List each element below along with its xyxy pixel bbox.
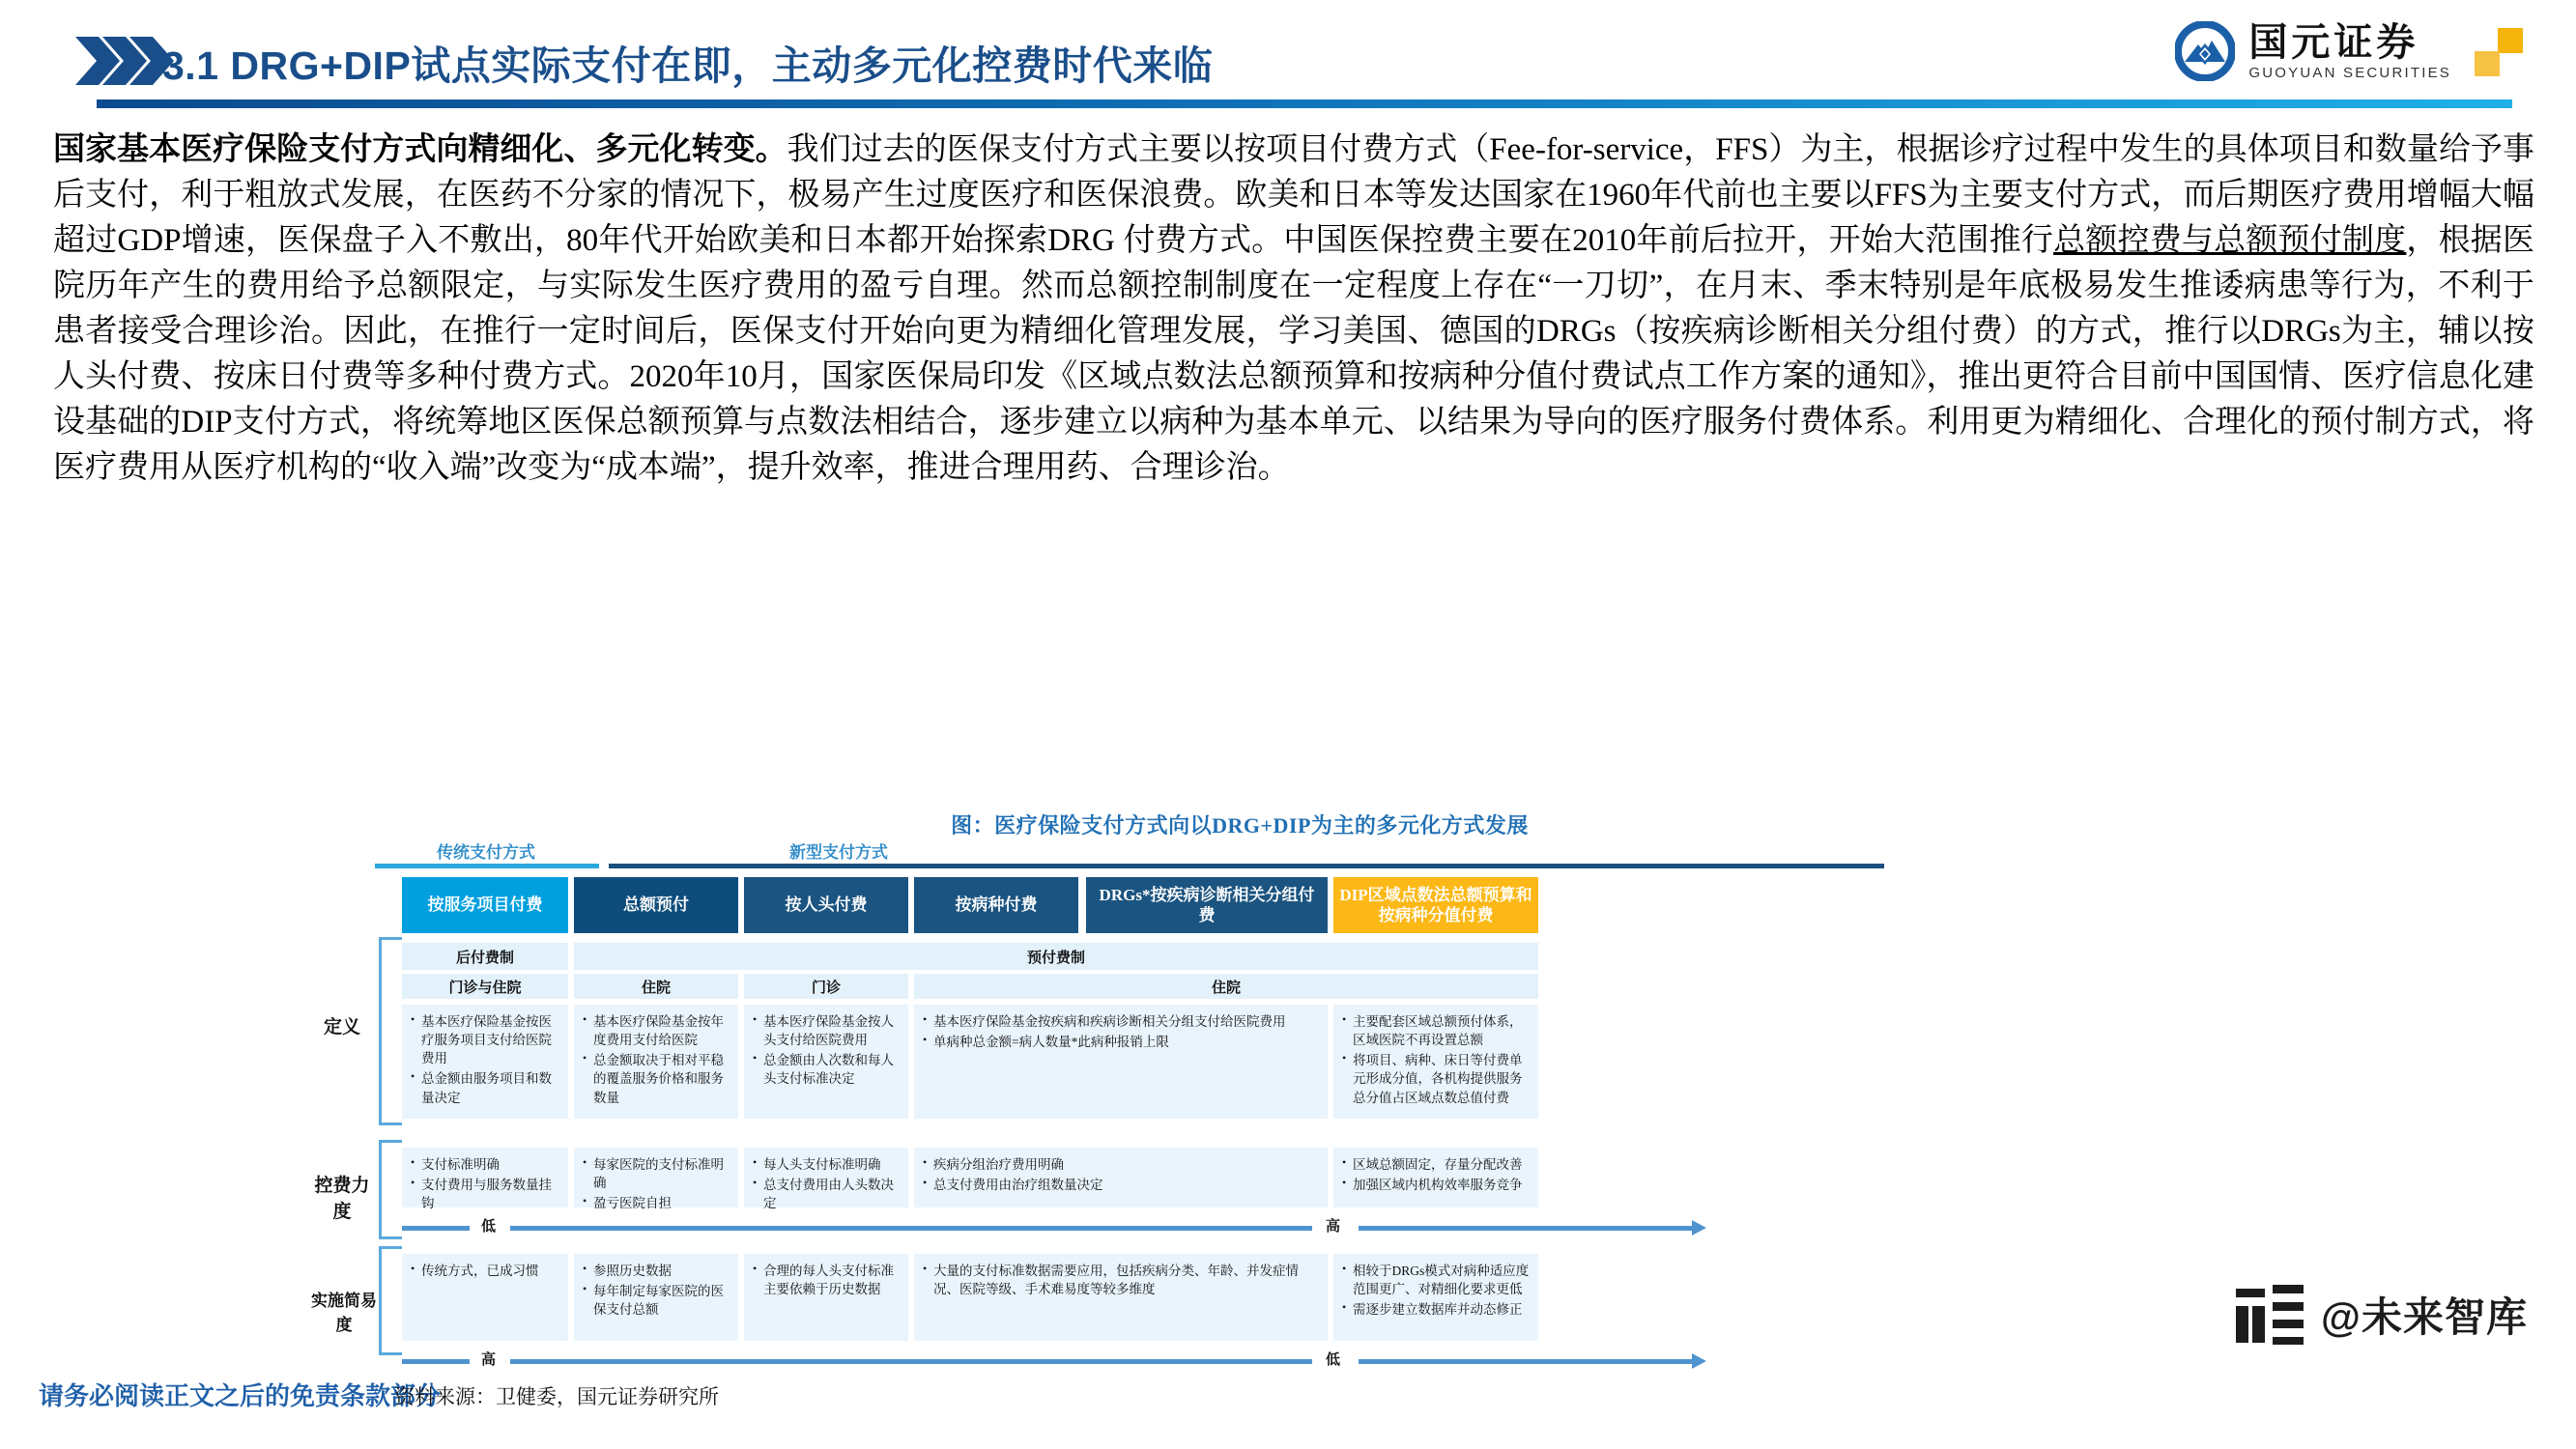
arrow-segment-right [1359,1359,1692,1364]
bullet-item: • 基本医疗保险基金按医疗服务项目支付给医院费用 [411,1012,559,1067]
logo-accent-squares-icon [2471,24,2523,78]
disclaimer-note: 请务必阅读正文之后的免责条款部分 [39,1382,442,1410]
ease-cell-6 [1333,1254,1538,1341]
watermark-text: @未来智库 [2321,1294,2528,1340]
control-cell-3 [744,1148,908,1211]
figure-caption: 图：医疗保险支付方式向以DRG+DIP为主的多元化方式发展 [951,813,1529,838]
bullet-item: • 主要配套区域总额预付体系，区域医院不再设置总额 [1342,1012,1530,1049]
column-header-2: 总额预付 [574,877,738,933]
arrow-label-right: 低 [1326,1352,1341,1368]
title-divider [97,99,2512,108]
ease-cell-2 [574,1254,738,1341]
arrow-head-icon [1692,1220,1706,1236]
logo-text-cn: 国元证券 [2248,20,2419,64]
ease-cell-5 [914,1254,1328,1341]
definition-cell-3 [744,1005,908,1119]
guoyuan-circle-logo-icon [2175,21,2235,81]
arrow-segment-left [402,1226,470,1231]
bullet-item: • 需逐步建立数据库并动态修正 [1342,1300,1530,1319]
bullet-item: • 每家医院的支付标准明确 [583,1155,730,1192]
bullet-item: • 每年制定每家医院的医保支付总额 [583,1282,730,1319]
pay-timing-postpaid: 后付费制 [402,943,568,970]
watermark [2234,1283,2528,1347]
group-label-new: 新型支付方式 [789,843,888,862]
bullet-item: • 加强区域内机构效率服务竞争 [1342,1176,1530,1194]
bullet-item: • 疾病分组治疗费用明确 [923,1155,1319,1174]
column-header-5: DRGs*按疾病诊断相关分组付费 [1086,877,1328,933]
definition-cell-4 [914,1005,1328,1119]
group-label-traditional: 传统支付方式 [437,843,535,862]
setting-label-4: 住院 [914,974,1538,999]
bullet-item: • 基本医疗保险基金按年度费用支付给医院 [583,1012,730,1049]
definition-cell-6 [1333,1005,1538,1119]
arrow-segment-left [402,1359,470,1364]
group-bar-traditional [375,864,599,868]
arrow-label-right: 高 [1326,1219,1341,1235]
bullet-item: • 将项目、病种、床日等付费单元形成分值，各机构提供服务总分值占区域点数总值付费 [1342,1051,1530,1106]
pay-timing-prepaid: 预付费制 [574,943,1538,970]
toutiao-logo-icon [2234,1283,2305,1347]
row-label-1: 定义 [323,1017,360,1037]
arrow-head-icon [1692,1353,1706,1369]
bullet-item: • 总支付费用由治疗组数量决定 [923,1176,1319,1194]
brand-logo [2175,21,2523,81]
definition-cell-1 [402,1005,568,1119]
bullet-item: • 支付标准明确 [411,1155,559,1174]
setting-label-2: 住院 [574,974,738,999]
bullet-item: • 合理的每人头支付标准主要依赖于历史数据 [753,1262,900,1298]
arrow-segment-middle [510,1226,1312,1231]
row-bracket-1 [379,937,382,1122]
row-bracket-2 [379,1140,382,1236]
row-bracket-top-1 [379,937,402,940]
bullet-item: • 支付费用与服务数量挂钩 [411,1176,559,1212]
ease-of-implementation-arrow [402,1349,1538,1374]
arrow-label-left: 高 [481,1352,497,1368]
column-header-1: 按服务项目付费 [402,877,568,933]
bullet-item: • 基本医疗保险基金按人头支付给医院费用 [753,1012,900,1049]
bullet-item: • 每人头支付标准明确 [753,1155,900,1174]
row-label-2: 控费力度 [314,1176,370,1222]
bullet-item: • 总金额由人次数和每人头支付标准决定 [753,1051,900,1088]
bullet-item: • 总支付费用由人头数决定 [753,1176,900,1212]
ease-cell-3 [744,1254,908,1341]
bullet-item: • 单病种总金额=病人数量*此病种报销上限 [923,1033,1319,1051]
group-bar-new [609,864,1884,868]
row-bracket-top-2 [379,1140,402,1143]
control-cell-1 [402,1148,568,1211]
bullet-item: • 区域总额固定，存量分配改善 [1342,1155,1530,1174]
row-bracket-bottom-3 [379,1352,402,1355]
row-bracket-top-3 [379,1246,402,1249]
row-bracket-3 [379,1246,382,1352]
column-header-6: DIP区域点数法总额预算和按病种分值付费 [1333,877,1538,933]
control-cell-4 [914,1148,1328,1208]
control-intensity-arrow [402,1215,1538,1240]
figure-payment-methods [307,810,2172,1399]
setting-label-3: 门诊 [744,974,908,999]
arrow-segment-middle [510,1359,1312,1364]
bullet-item: • 大量的支付标准数据需要应用，包括疾病分类、年龄、并发症情况、医院等级、手术难易度等较多维度 [923,1262,1319,1298]
page-title: 3.1 DRG+DIP试点实际支付在即，主动多元化控费时代来临 [162,43,1214,88]
bullet-item: • 相较于DRGs模式对病种适应度范围更广、对精细化要求更低 [1342,1262,1530,1298]
column-header-3: 按人头付费 [744,877,908,933]
control-cell-2 [574,1148,738,1211]
logo-text-en: GUOYUAN SECURITIES [2248,64,2451,81]
source-note: 资料来源：卫健委，国元证券研究所 [394,1385,719,1408]
bullet-item: • 基本医疗保险基金按疾病和疾病诊断相关分组支付给医院费用 [923,1012,1319,1031]
arrow-segment-right [1359,1226,1692,1231]
row-bracket-bottom-2 [379,1236,402,1239]
figure-grid [307,869,2172,1399]
setting-label-1: 门诊与住院 [402,974,568,999]
bullet-item: • 盈亏医院自担 [583,1194,730,1212]
definition-cell-2 [574,1005,738,1119]
bullet-item: • 传统方式，已成习惯 [411,1262,559,1280]
row-label-3: 实施简易度 [311,1292,377,1334]
row-bracket-bottom-1 [379,1122,402,1125]
arrow-label-left: 低 [481,1219,497,1235]
bullet-item: • 总金额由服务项目和数量决定 [411,1069,559,1106]
control-cell-6 [1333,1148,1538,1208]
ease-cell-1 [402,1254,568,1341]
bullet-item: • 总金额取决于相对平稳的覆盖服务价格和服务数量 [583,1051,730,1106]
body-paragraph: 国家基本医疗保险支付方式向精细化、多元化转变。我们过去的医保支付方式主要以按项目付费方式（Fee-for-service，FFS）为主，根据诊疗过程中发生的具体项目和数量给予事后支付，利于粗放式发展，在医药不分家的情况下，极易产生过度医疗和医保浪费。欧美和日本等发达国家在1960年代前也主要以FFS为主要支付方式，而后期医疗费用增幅大幅超过GDP增速，医保盘子入不敷出，80年代开始欧美和日本都开始探索DRG 付费方式。中国医保控费主要在2010年前后拉开，开始大范围推行总额控费与总额预付制度，根据医院历年产生的费用给予总额限定，与实际发生医疗费用的盈亏自理。然而总额控制制度在一定程度上存在“一刀切”，在月末、季末特别是年底极易发生推诿病患等行为，不利于患者接受合理诊治。因此，在推行一定时间后，医保支付开始向更为精细化管理发展，学习美国、德国的DRGs（按疾病诊断相关分组付费）的方式，推行以DRGs为主，辅以按人头付费、按床日付费等多种付费方式。2020年10月，国家医保局印发《区域点数法总额预算和按病种分值付费试点工作方案的通知》，推出更符合目前中国国情、医疗信息化建设基础的DIP支付方式，将统筹地区医保总额预算与点数法相结合，逐步建立以病种为基本单元、以结果为导向的医疗服务付费体系。利用更为精细化、合理化的预付制方式，将医疗费用从医疗机构的“收入端”改变为“成本端”，提升效率，推进合理用药、合理诊治。 [53,132,2535,485]
column-header-4: 按病种付费 [914,877,1078,933]
bullet-item: • 参照历史数据 [583,1262,730,1280]
